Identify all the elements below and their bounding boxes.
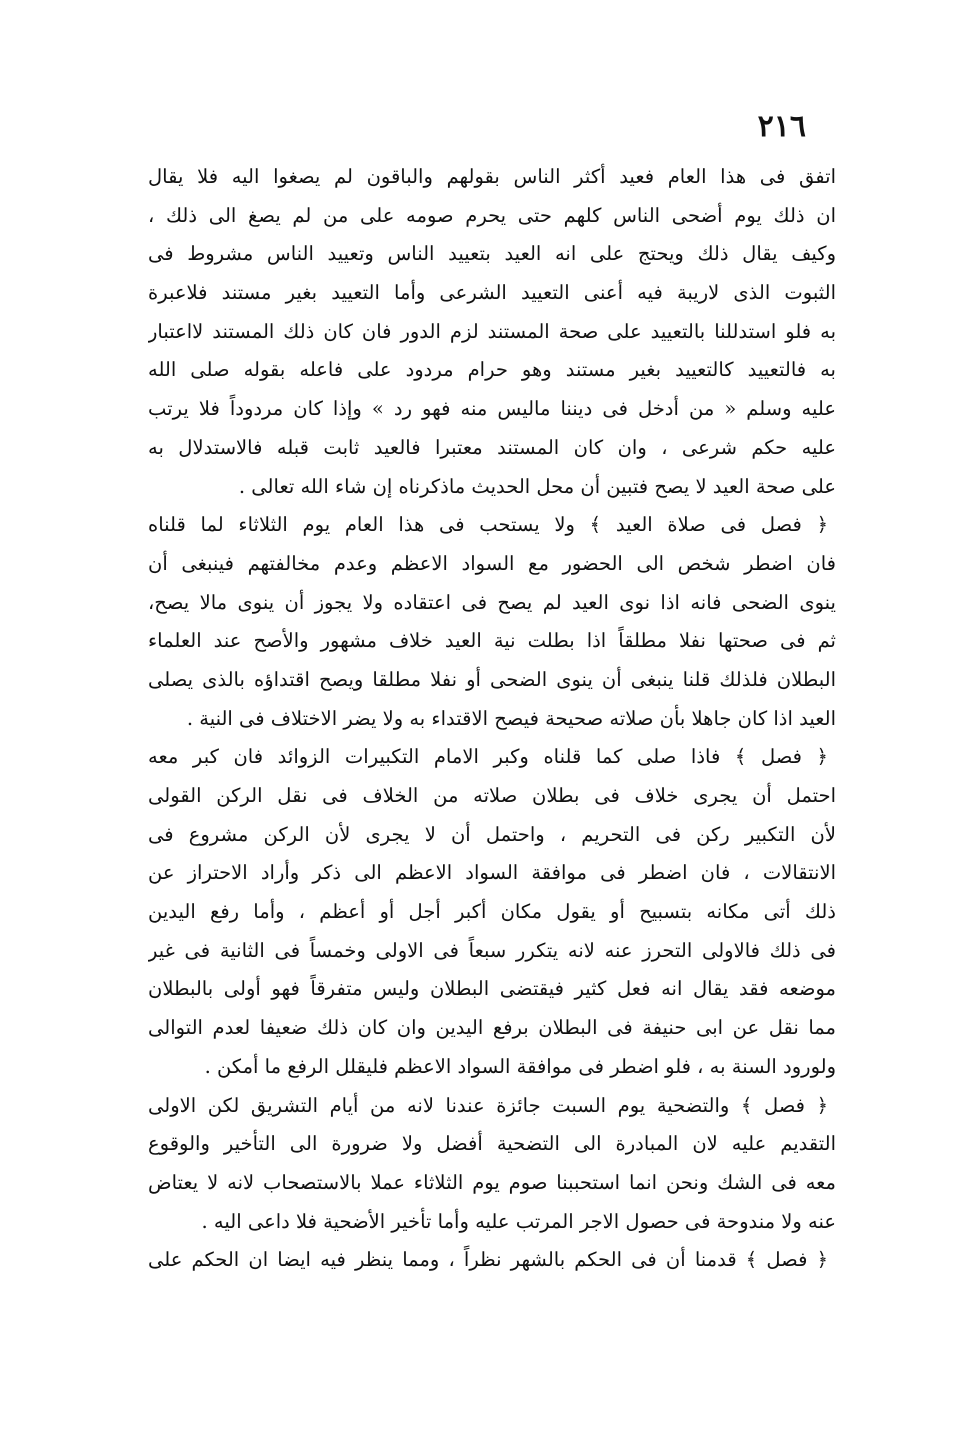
- text-line: الانتقالات ، فان اضطر فى موافقة السواد الاعظم الى ذكر وأراد الاحتراز عن: [148, 861, 836, 885]
- paragraph-end-line: العيد اذا كان جاهلا بأن صلاته صحيحة فيصح الاقتداء به ولا يضر الاختلاف فى النية .: [186, 706, 836, 730]
- paragraph-end-line: على صحة العيد لا يصح فتبين أن محل الحديث ماذكرناه إن شاء الله تعالى .: [238, 474, 836, 498]
- body-text: [148, 158, 836, 1280]
- section-heading-line: ﴿ فصل ﴾ فاذا صلى كما قلناه وكبر الامام التكبيرات الزوائد فان كبر معه: [148, 745, 828, 769]
- section-heading-line: ﴿ فصل ﴾ والتضحية يوم السبت جائزة عندنا لانه من أيام التشريق لكن الاولى: [148, 1093, 828, 1117]
- text-line: به فلو استدللنا بالتعييد على صحة المستند لزم الدور فان كان ذلك المستند لااعتبار: [148, 319, 836, 343]
- text-line: مما نقل عن ابى حنيفة فى البطلان برفع اليدين وان كان ذلك ضعيفا لعدم التوالى: [148, 1016, 836, 1040]
- text-line: ذلك أتى مكانه بتسبيح أو يقول مكان أكبر أجل أو أعظم ، وأما رفع اليدين: [148, 900, 836, 924]
- text-line: ثم فى صحتها نفلا مطلقاً اذا بطلت نية العيد خلاف مشهور والأصح عند العلماء: [148, 629, 836, 653]
- text-line: ان ذلك يوم أضحى الناس كلهم حتى يحرم صومه على من لم يصغ الى ذلك ،: [148, 203, 836, 227]
- text-line: ينوى الضحى فانه اذا نوى العيد لم يصح فى اعتقاده ولا يجوز أن ينوى مالا يصح،: [148, 590, 836, 614]
- text-line: موضعه فقد يقال انه فعل كثير فيقتضى البطلان وليس متفرقاً فهو أولى بالبطلان: [148, 977, 836, 1001]
- text-line: اتفق فى هذا العام فعيد أكثر الناس بقولهم والباقون لم يصغوا اليه فلا يقال: [148, 165, 836, 188]
- text-line: عليه وسلم « من أدخل فى ديننا ماليس منه فهو رد » وإذا كان مردوداً فلا يرتب: [148, 397, 836, 421]
- text-line: فان اضطر شخص الى الحضور مع السواد الاعظم وعدم مخالفتهم فينبغى أن: [148, 551, 836, 575]
- page-number: ٢١٦: [757, 109, 806, 144]
- text-line: البطلان فلذلك قلنا ينبغى أن ينوى الضحى أو نفلا مطلقا ويصح اقتداؤه بالذى يصلى: [148, 667, 836, 691]
- text-line: احتمل أن يجرى خلاف فى بطلان صلاته من الخلاف فى نقل الركن القولى: [148, 784, 836, 807]
- text-line: التقديم عليه لان المبادرة الى التضحية أفضل ولا ضرورة الى التأخير والوقوع: [148, 1132, 836, 1156]
- section-heading-line: ﴿ فصل فى صلاة العيد ﴾ ولا يستحب فى هذا العام يوم الثلاثاء لما قلناه: [148, 513, 828, 537]
- paragraph-end-line: عنه ولا مندوحة فى حصول الاجر المرتب عليه وأما تأخير الأضحية فلا داعى اليه .: [201, 1209, 836, 1233]
- text-line: الثبوت الذى لاريبة فيه أعنى التعييد الشرعى وأما التعييد بغير مستند فلاعبرة: [148, 281, 836, 305]
- section-heading-line: ﴿ فصل ﴾ قدمنا أن فى الحكم بالشهر نظراً ، ومما ينظر فيه ايضا ان الحكم على: [148, 1248, 828, 1272]
- text-line: معه فى الشك ونحن انما استحببنا صوم يوم الثلاثاء عملا بالاستصحاب لانه لا يعتاض: [148, 1170, 836, 1194]
- text-line: وكيف يقال ذلك ويحتج على انه العيد بتعييد الناس وتعييد الناس مشروط فى: [148, 242, 836, 266]
- text-line: لأن التكبير ركن فى التحريم ، واحتمل أن لا يجرى لأن الركن مشروع فى: [148, 822, 836, 846]
- text-line: عليه حكم شرعى ، وان كان المستند معتبرا فالعيد ثابت قبله فالاستدلال به: [148, 435, 836, 459]
- paragraph-end-line: ولورود السنة به ، فلو اضطر فى موافقة السواد الاعظم فليقلل الرفع ما أمكن .: [204, 1054, 836, 1078]
- text-line: به فالتعييد كالتعييد بغير مستند وهو حرام مردود على فاعله بقوله صلى الله: [148, 358, 836, 382]
- text-line: فى ذلك فالاولى التحرز عنه لانه يتكرر سبعاً فى الاولى وخمساً فى الثانية فى غير: [148, 938, 836, 962]
